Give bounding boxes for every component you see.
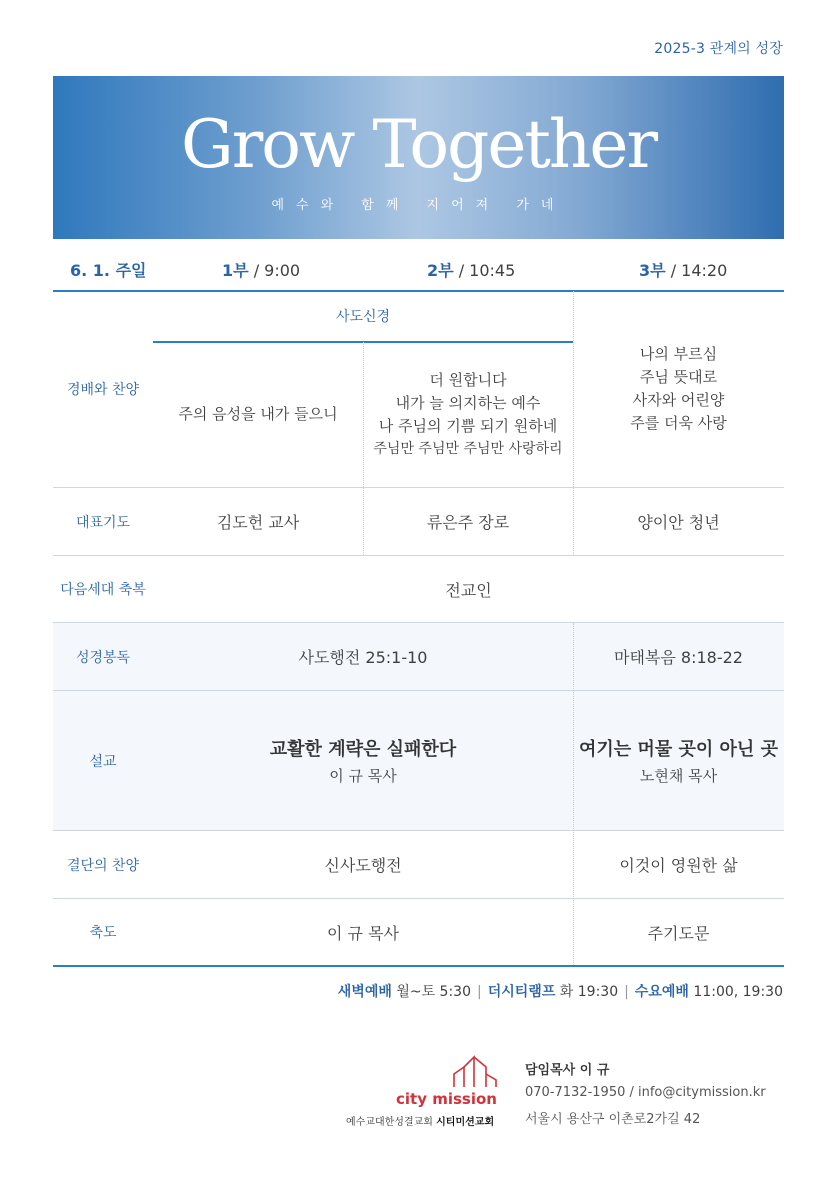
worship-songs-3 xyxy=(573,291,784,487)
service-1-name: 1부 xyxy=(222,261,249,280)
decision-label: 결단의 찬양 xyxy=(66,857,140,874)
sermon-3 xyxy=(573,691,784,830)
song-line: 나의 부르심 xyxy=(639,345,718,363)
banner-title: Grow Together xyxy=(180,106,657,183)
prayer-label: 대표기도 xyxy=(75,514,131,531)
song-line: 주님만 주님만 주님만 사랑하리 xyxy=(373,440,563,457)
service-3-time: / 14:20 xyxy=(670,261,728,280)
blessing-label: 다음세대 축복 xyxy=(60,582,146,598)
benediction-3: 주기도문 xyxy=(647,923,710,943)
senior-pastor: 담임목사 이 규 xyxy=(525,1063,610,1078)
worship-songs-2 xyxy=(363,342,573,487)
reading-passage-1-2: 사도행전 25:1-10 xyxy=(298,648,428,667)
schedule-separator: | xyxy=(477,984,482,1000)
service-2-header xyxy=(427,258,515,281)
reading-passage-3: 마태복음 8:18-22 xyxy=(614,648,743,667)
sermon-title: 여기는 머물 곳이 아닌 곳 xyxy=(579,739,778,760)
prayer-leader-1: 김도헌 교사 xyxy=(216,513,300,532)
creed-label: 사도신경 xyxy=(335,309,391,325)
church-name xyxy=(346,1113,494,1128)
address: 서울시 용산구 이촌로2가길 42 xyxy=(525,1112,701,1127)
prayer-leader-2: 류은주 장로 xyxy=(426,513,510,532)
denomination: 예수교대한성결교회 xyxy=(346,1117,433,1128)
song-line: 더 원합니다 xyxy=(429,370,507,389)
service-2-name: 2부 xyxy=(427,261,454,280)
song-line: 사자와 어린양 xyxy=(632,391,725,409)
decision-hymn-1-2: 신사도행전 xyxy=(324,856,402,875)
church-logo-icon xyxy=(452,1054,498,1088)
song-line: 내가 늘 의지하는 예수 xyxy=(395,393,541,412)
sermon-preacher: 이 규 목사 xyxy=(329,767,397,785)
blessing-all: 전교인 xyxy=(445,580,492,600)
schedule-name: 새벽예배 xyxy=(337,984,392,1000)
schedule-separator: | xyxy=(624,984,629,1000)
decision-hymn-3: 이것이 영원한 삶 xyxy=(619,856,738,875)
schedule-name: 더시티램프 xyxy=(487,984,556,1000)
service-3-name: 3부 xyxy=(639,261,666,280)
song-line: 주를 더욱 사랑 xyxy=(630,414,727,432)
service-1-header xyxy=(222,258,300,281)
worship-label: 경배와 찬양 xyxy=(66,382,140,398)
sermon-label: 설교 xyxy=(89,753,117,770)
reading-label: 성경봉독 xyxy=(75,649,131,666)
banner-subtitle: 예수와 함께 지어져 가네 xyxy=(271,198,566,213)
prayer-leader-3: 양이안 청년 xyxy=(637,513,720,532)
church-logo-text: city mission xyxy=(396,1090,497,1108)
sermon-1-2 xyxy=(153,691,573,830)
sermon-title: 교활한 계략은 실패한다 xyxy=(269,739,457,760)
service-1-time: / 9:00 xyxy=(253,261,301,280)
service-date: 6. 1. 주일 xyxy=(70,261,147,280)
schedule-name: 수요예배 xyxy=(634,984,689,1000)
table-bottom-border xyxy=(53,965,784,967)
weekly-schedule xyxy=(338,981,783,1001)
schedule-time: 화 19:30 xyxy=(559,984,619,1000)
benediction-1-2: 이 규 목사 xyxy=(327,923,399,943)
service-3-header xyxy=(639,258,727,281)
phone-email: 070-7132-1950 / info@citymission.kr xyxy=(525,1085,766,1100)
schedule-time: 월~토 5:30 xyxy=(396,984,471,1000)
benediction-label: 축도 xyxy=(89,925,117,941)
church-short-name: 시티미션교회 xyxy=(436,1117,495,1128)
worship-song-1: 주의 음성을 내가 들으니 xyxy=(178,405,338,423)
song-line: 나 주님의 기쁨 되기 원하네 xyxy=(378,416,558,435)
schedule-time: 11:00, 19:30 xyxy=(693,984,783,1000)
sermon-preacher: 노현채 목사 xyxy=(639,767,718,785)
service-2-time: / 10:45 xyxy=(458,261,516,280)
title-banner xyxy=(53,76,784,239)
series-title: 2025-3 관계의 성장 xyxy=(654,41,783,57)
song-line: 주님 뜻대로 xyxy=(639,368,718,386)
